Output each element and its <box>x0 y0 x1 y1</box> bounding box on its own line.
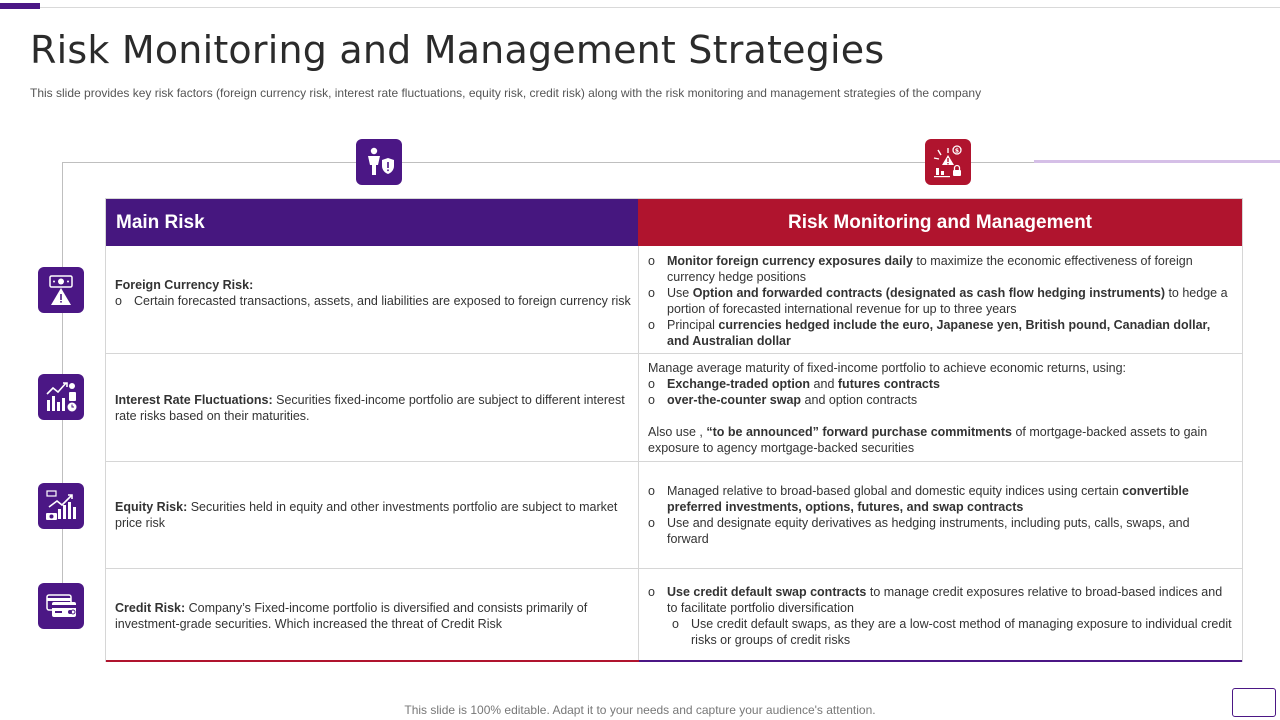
bullet-mark: o <box>648 318 655 332</box>
risk-description: Company’s Fixed-income portfolio is diversified and consists primarily of investment-grade securities. Which increased the threat of Credit Risk <box>115 601 588 631</box>
bullet-mark: o <box>115 294 122 308</box>
footer-note: This slide is 100% editable. Adapt it to your needs and capture your audience's attention. <box>404 703 876 717</box>
main-risk-cell-credit <box>115 600 631 632</box>
header-main-risk: Main Risk <box>106 199 638 246</box>
strategy-cell-equity <box>648 483 1234 547</box>
strategy-text: and <box>810 377 838 391</box>
bullet-mark: o <box>648 286 655 300</box>
risk-management-icon <box>925 139 971 185</box>
strategy-text: Use <box>667 286 693 300</box>
strategy-bold: currencies hedged include the euro, Japanese yen, British pound, Canadian dollar, and Australian dollar <box>667 318 1211 348</box>
stock-chart-icon <box>38 483 84 529</box>
bullet-mark: o <box>648 516 655 530</box>
strategy-text: and option contracts <box>801 393 918 407</box>
top-accent-bar <box>0 3 40 9</box>
column-divider <box>638 246 639 661</box>
risk-title: Interest Rate Fluctuations: <box>115 393 273 407</box>
strategy-cell-interest-rate <box>648 360 1234 456</box>
person-shield-icon <box>356 139 402 185</box>
risk-title: Foreign Currency Risk: <box>115 278 254 292</box>
svg-text:$: $ <box>954 147 960 155</box>
strategy-text: Principal <box>667 318 719 332</box>
corner-box[interactable] <box>1232 688 1276 717</box>
strategy-text: Managed relative to broad-based global and domestic equity indices using certain <box>667 484 1123 498</box>
strategy-bold: “to be announced” forward purchase commitments <box>706 425 1012 439</box>
currency-warning-icon <box>38 267 84 313</box>
bullet-mark: o <box>648 585 655 599</box>
connector-horizontal <box>62 162 1034 163</box>
strategy-bold: Option and forwarded contracts (designated as cash flow hedging instruments) <box>692 286 1165 300</box>
bullet-mark: o <box>648 377 655 391</box>
main-risk-cell-equity <box>115 499 631 531</box>
risk-title: Credit Risk: <box>115 601 186 615</box>
bullet-mark: o <box>648 393 655 407</box>
strategy-bold: Exchange-traded option <box>667 377 811 391</box>
strategy-bold: futures contracts <box>837 377 940 391</box>
risk-table <box>105 198 1243 662</box>
main-risk-cell-interest-rate <box>115 392 631 424</box>
lavender-accent-line <box>1034 160 1280 163</box>
risk-title: Equity Risk: <box>115 500 188 514</box>
top-divider <box>40 7 1280 8</box>
risk-description: Certain forecasted transactions, assets, and liabilities are exposed to foreign currency risk <box>134 294 631 308</box>
credit-card-icon <box>38 583 84 629</box>
strategy-text: to maximize the economic effectiveness of foreign currency hedge positions <box>667 254 1193 284</box>
bullet-mark: o <box>648 254 655 268</box>
strategy-intro: Manage average maturity of fixed-income portfolio to achieve economic returns, using: <box>648 361 1127 375</box>
table-bottom-purple <box>639 660 1242 662</box>
strategy-cell-credit <box>648 584 1234 648</box>
growth-chart-icon <box>38 374 84 420</box>
main-risk-cell-foreign-currency <box>115 277 631 309</box>
strategy-text: to manage credit exposures relative to broad-based indices and to facilitate portfolio diversification <box>667 585 1223 615</box>
strategy-bold: Monitor foreign currency exposures daily <box>667 254 913 268</box>
strategy-text: to hedge a portion of forecasted international revenue for up to three years <box>667 286 1228 316</box>
strategy-bold: over-the-counter swap <box>667 393 802 407</box>
row-divider <box>106 461 1242 462</box>
row-divider <box>106 353 1242 354</box>
strategy-bold: convertible preferred investments, options, futures, and swap contracts <box>667 484 1189 514</box>
strategy-text: Also use , <box>648 425 707 439</box>
strategy-text: Use and designate equity derivatives as hedging instruments, including puts, calls, swaps, and forward <box>667 516 1190 546</box>
page-title: Risk Monitoring and Management Strategies <box>30 28 885 72</box>
strategy-bold: Use credit default swap contracts <box>667 585 867 599</box>
row-divider <box>106 568 1242 569</box>
header-risk-monitoring: Risk Monitoring and Management <box>638 199 1242 246</box>
risk-description: Securities held in equity and other investments portfolio are subject to market price risk <box>115 500 618 530</box>
strategy-text: Use credit default swaps, as they are a low-cost method of managing exposure to individual credit risks or groups of credit risks <box>691 617 1232 647</box>
bullet-mark: o <box>648 484 655 498</box>
table-bottom-red <box>106 660 639 662</box>
strategy-cell-foreign-currency <box>648 253 1234 349</box>
bullet-mark: o <box>672 617 679 631</box>
risk-description: Securities fixed-income portfolio are subject to different interest rate risks based on their maturities. <box>115 393 625 423</box>
strategy-text: of mortgage-backed assets to gain exposure to agency mortgage-backed securities <box>648 425 1208 455</box>
page-subtitle: This slide provides key risk factors (foreign currency risk, interest rate fluctuations, equity risk, credit risk) along with the risk monitoring and management strategies of the company <box>30 86 982 100</box>
